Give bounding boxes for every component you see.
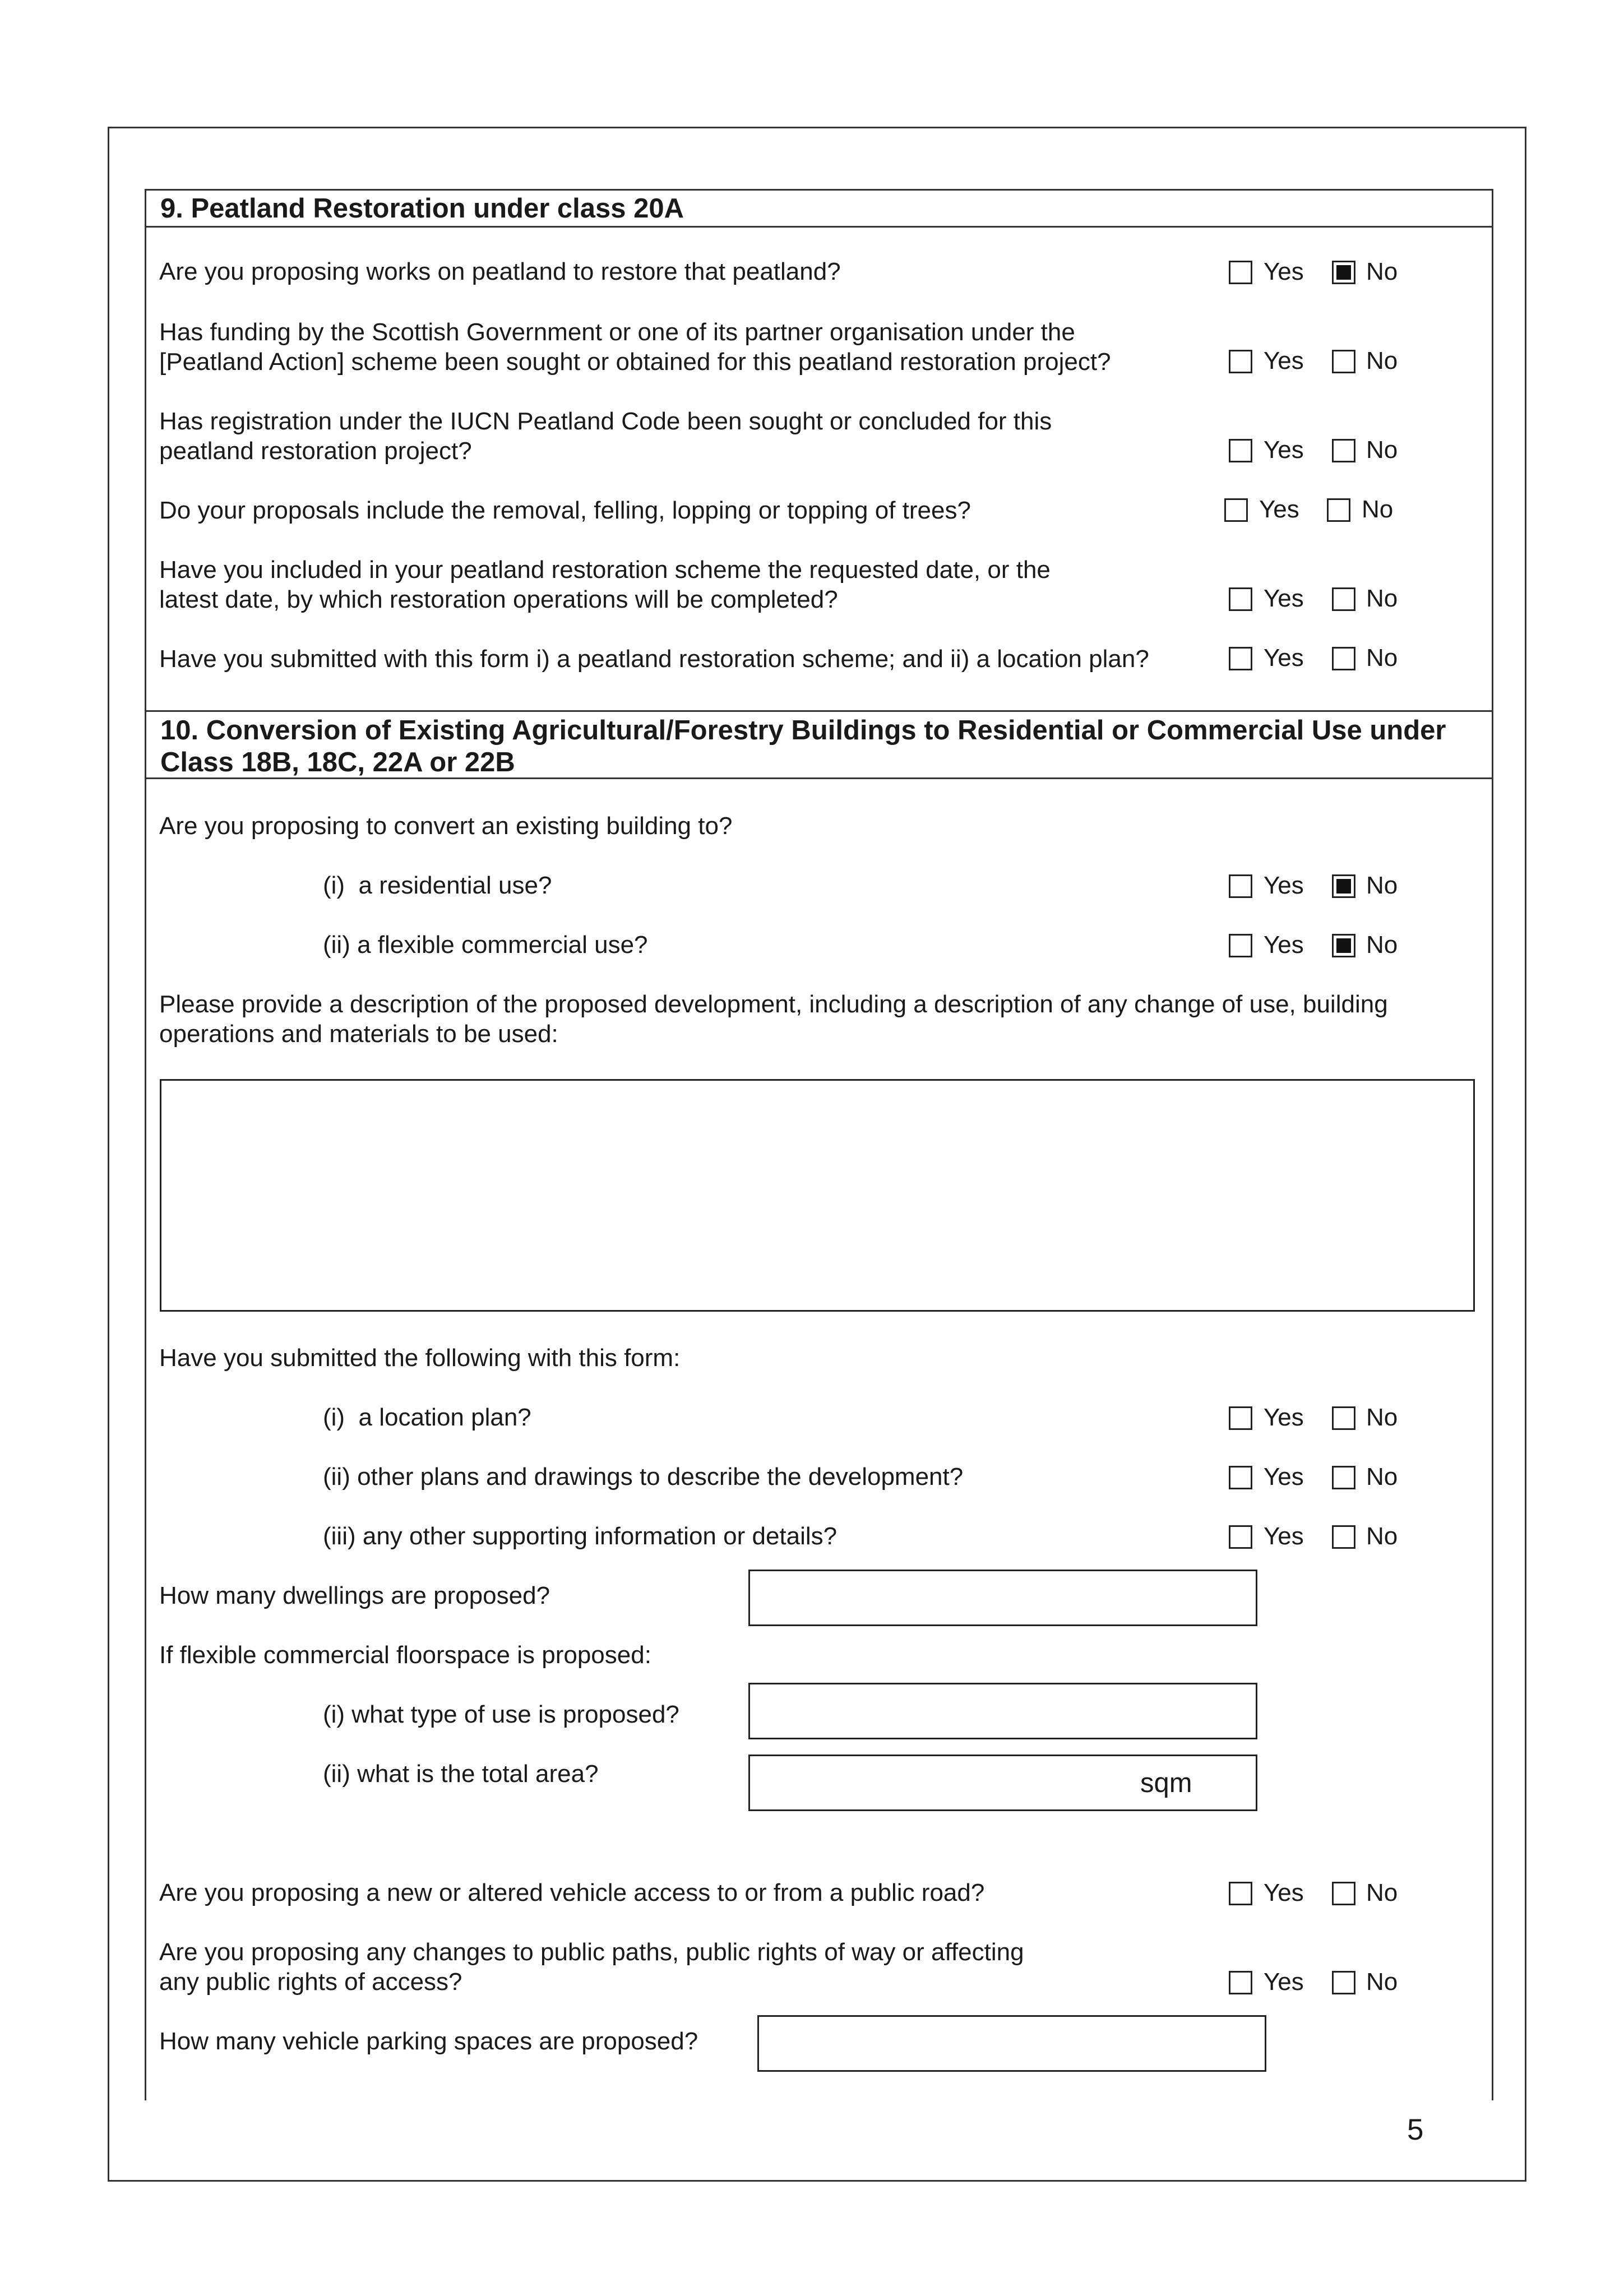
yes-checkbox[interactable] [1229,1406,1252,1430]
yes-checkbox[interactable] [1229,261,1252,284]
no-label: No [1366,872,1398,899]
section-10-title-line1: 10. Conversion of Existing Agricultural/Forestry Buildings to Residential or Commercial Use under [160,715,1446,746]
no-label: No [1366,585,1398,612]
no-checkbox[interactable] [1332,1525,1355,1549]
total-area-prompt: (ii) what is the total area? [323,1760,599,1788]
yes-checkbox[interactable] [1229,350,1252,373]
yes-label: Yes [1259,496,1299,523]
no-label: No [1366,1968,1398,1996]
section-10-title-line2: Class 18B, 18C, 22A or 22B [160,747,515,777]
no-label: No [1362,496,1394,523]
yes-label: Yes [1264,585,1304,612]
yes-checkbox[interactable] [1229,647,1252,670]
convert-prompt: Are you proposing to convert an existing building to? [159,812,733,840]
no-label: No [1366,1879,1398,1906]
parking-input[interactable] [757,2015,1266,2072]
yes-checkbox[interactable] [1229,587,1252,611]
total-area-unit: sqm [1140,1768,1192,1798]
use-type-input[interactable] [748,1683,1257,1739]
no-checkbox[interactable] [1327,498,1350,522]
yes-label: Yes [1264,1522,1304,1550]
no-checkbox[interactable] [1332,647,1355,670]
yes-checkbox[interactable] [1229,874,1252,898]
question-iucn-registration: Has registration under the IUCN Peatland Code been sought or concluded for this peatland restoration project? [159,408,1052,465]
yes-label: Yes [1264,1968,1304,1996]
no-checkbox[interactable] [1332,261,1355,284]
no-label: No [1366,644,1398,672]
submitted-prompt: Have you submitted the following with this form: [159,1344,681,1372]
question-peatland-funding: Has funding by the Scottish Government or one of its partner organisation under the [Peatland Action] scheme been sought or obtained for this peatland restoration project? [159,318,1111,376]
parking-prompt: How many vehicle parking spaces are proposed? [159,2027,698,2055]
no-label: No [1366,931,1398,959]
no-checkbox[interactable] [1332,1971,1355,1994]
no-checkbox[interactable] [1332,874,1355,898]
yes-checkbox[interactable] [1229,1466,1252,1489]
question-peatland-works: Are you proposing works on peatland to restore that peatland? [159,258,841,285]
yes-checkbox[interactable] [1229,439,1252,462]
public-paths-question: Are you proposing any changes to public paths, public rights of way or affecting any public rights of access? [159,1938,1024,1996]
no-checkbox[interactable] [1332,587,1355,611]
yes-checkbox[interactable] [1229,1525,1252,1549]
yes-label: Yes [1264,258,1304,285]
floorspace-prompt: If flexible commercial floorspace is proposed: [159,1641,651,1669]
section-10-title [146,710,1492,779]
no-label: No [1366,347,1398,374]
yes-label: Yes [1264,1404,1304,1431]
no-checkbox[interactable] [1332,439,1355,462]
convert-residential: (i) a residential use? [323,872,552,899]
submitted-location-plan: (i) a location plan? [323,1404,531,1431]
page-number: 5 [1407,2113,1424,2146]
no-label: No [1366,258,1398,285]
submitted-other-plans: (ii) other plans and drawings to describe the development? [323,1463,964,1490]
yes-checkbox[interactable] [1224,498,1248,522]
description-prompt: Please provide a description of the proposed development, including a description of any change of use, building operations and materials to be used: [159,990,1388,1048]
no-label: No [1366,1404,1398,1431]
yes-label: Yes [1264,436,1304,464]
dwellings-prompt: How many dwellings are proposed? [159,1582,550,1609]
yes-label: Yes [1264,347,1304,374]
yes-label: Yes [1264,1463,1304,1490]
yes-label: Yes [1264,1879,1304,1906]
no-checkbox[interactable] [1332,1882,1355,1905]
no-checkbox[interactable] [1332,1466,1355,1489]
question-tree-removal: Do your proposals include the removal, felling, lopping or topping of trees? [159,497,971,524]
no-checkbox[interactable] [1332,1406,1355,1430]
yes-checkbox[interactable] [1229,1971,1252,1994]
convert-commercial: (ii) a flexible commercial use? [323,931,648,959]
no-label: No [1366,436,1398,464]
no-checkbox[interactable] [1332,350,1355,373]
question-submitted-scheme: Have you submitted with this form i) a peatland restoration scheme; and ii) a location plan? [159,645,1149,673]
section-9-title: 9. Peatland Restoration under class 20A [146,191,1492,228]
no-label: No [1366,1522,1398,1550]
yes-checkbox[interactable] [1229,1882,1252,1905]
vehicle-access-question: Are you proposing a new or altered vehicle access to or from a public road? [159,1879,985,1906]
yes-label: Yes [1264,931,1304,959]
no-checkbox[interactable] [1332,934,1355,957]
question-completion-date: Have you included in your peatland restoration scheme the requested date, or the latest date, by which restoration operations will be completed? [159,556,1051,613]
dwellings-input[interactable] [748,1570,1257,1626]
yes-checkbox[interactable] [1229,934,1252,957]
no-label: No [1366,1463,1398,1490]
submitted-supporting-info: (iii) any other supporting information or details? [323,1522,838,1550]
use-type-prompt: (i) what type of use is proposed? [323,1701,679,1728]
yes-label: Yes [1264,644,1304,672]
yes-label: Yes [1264,872,1304,899]
description-textarea[interactable] [160,1079,1475,1312]
